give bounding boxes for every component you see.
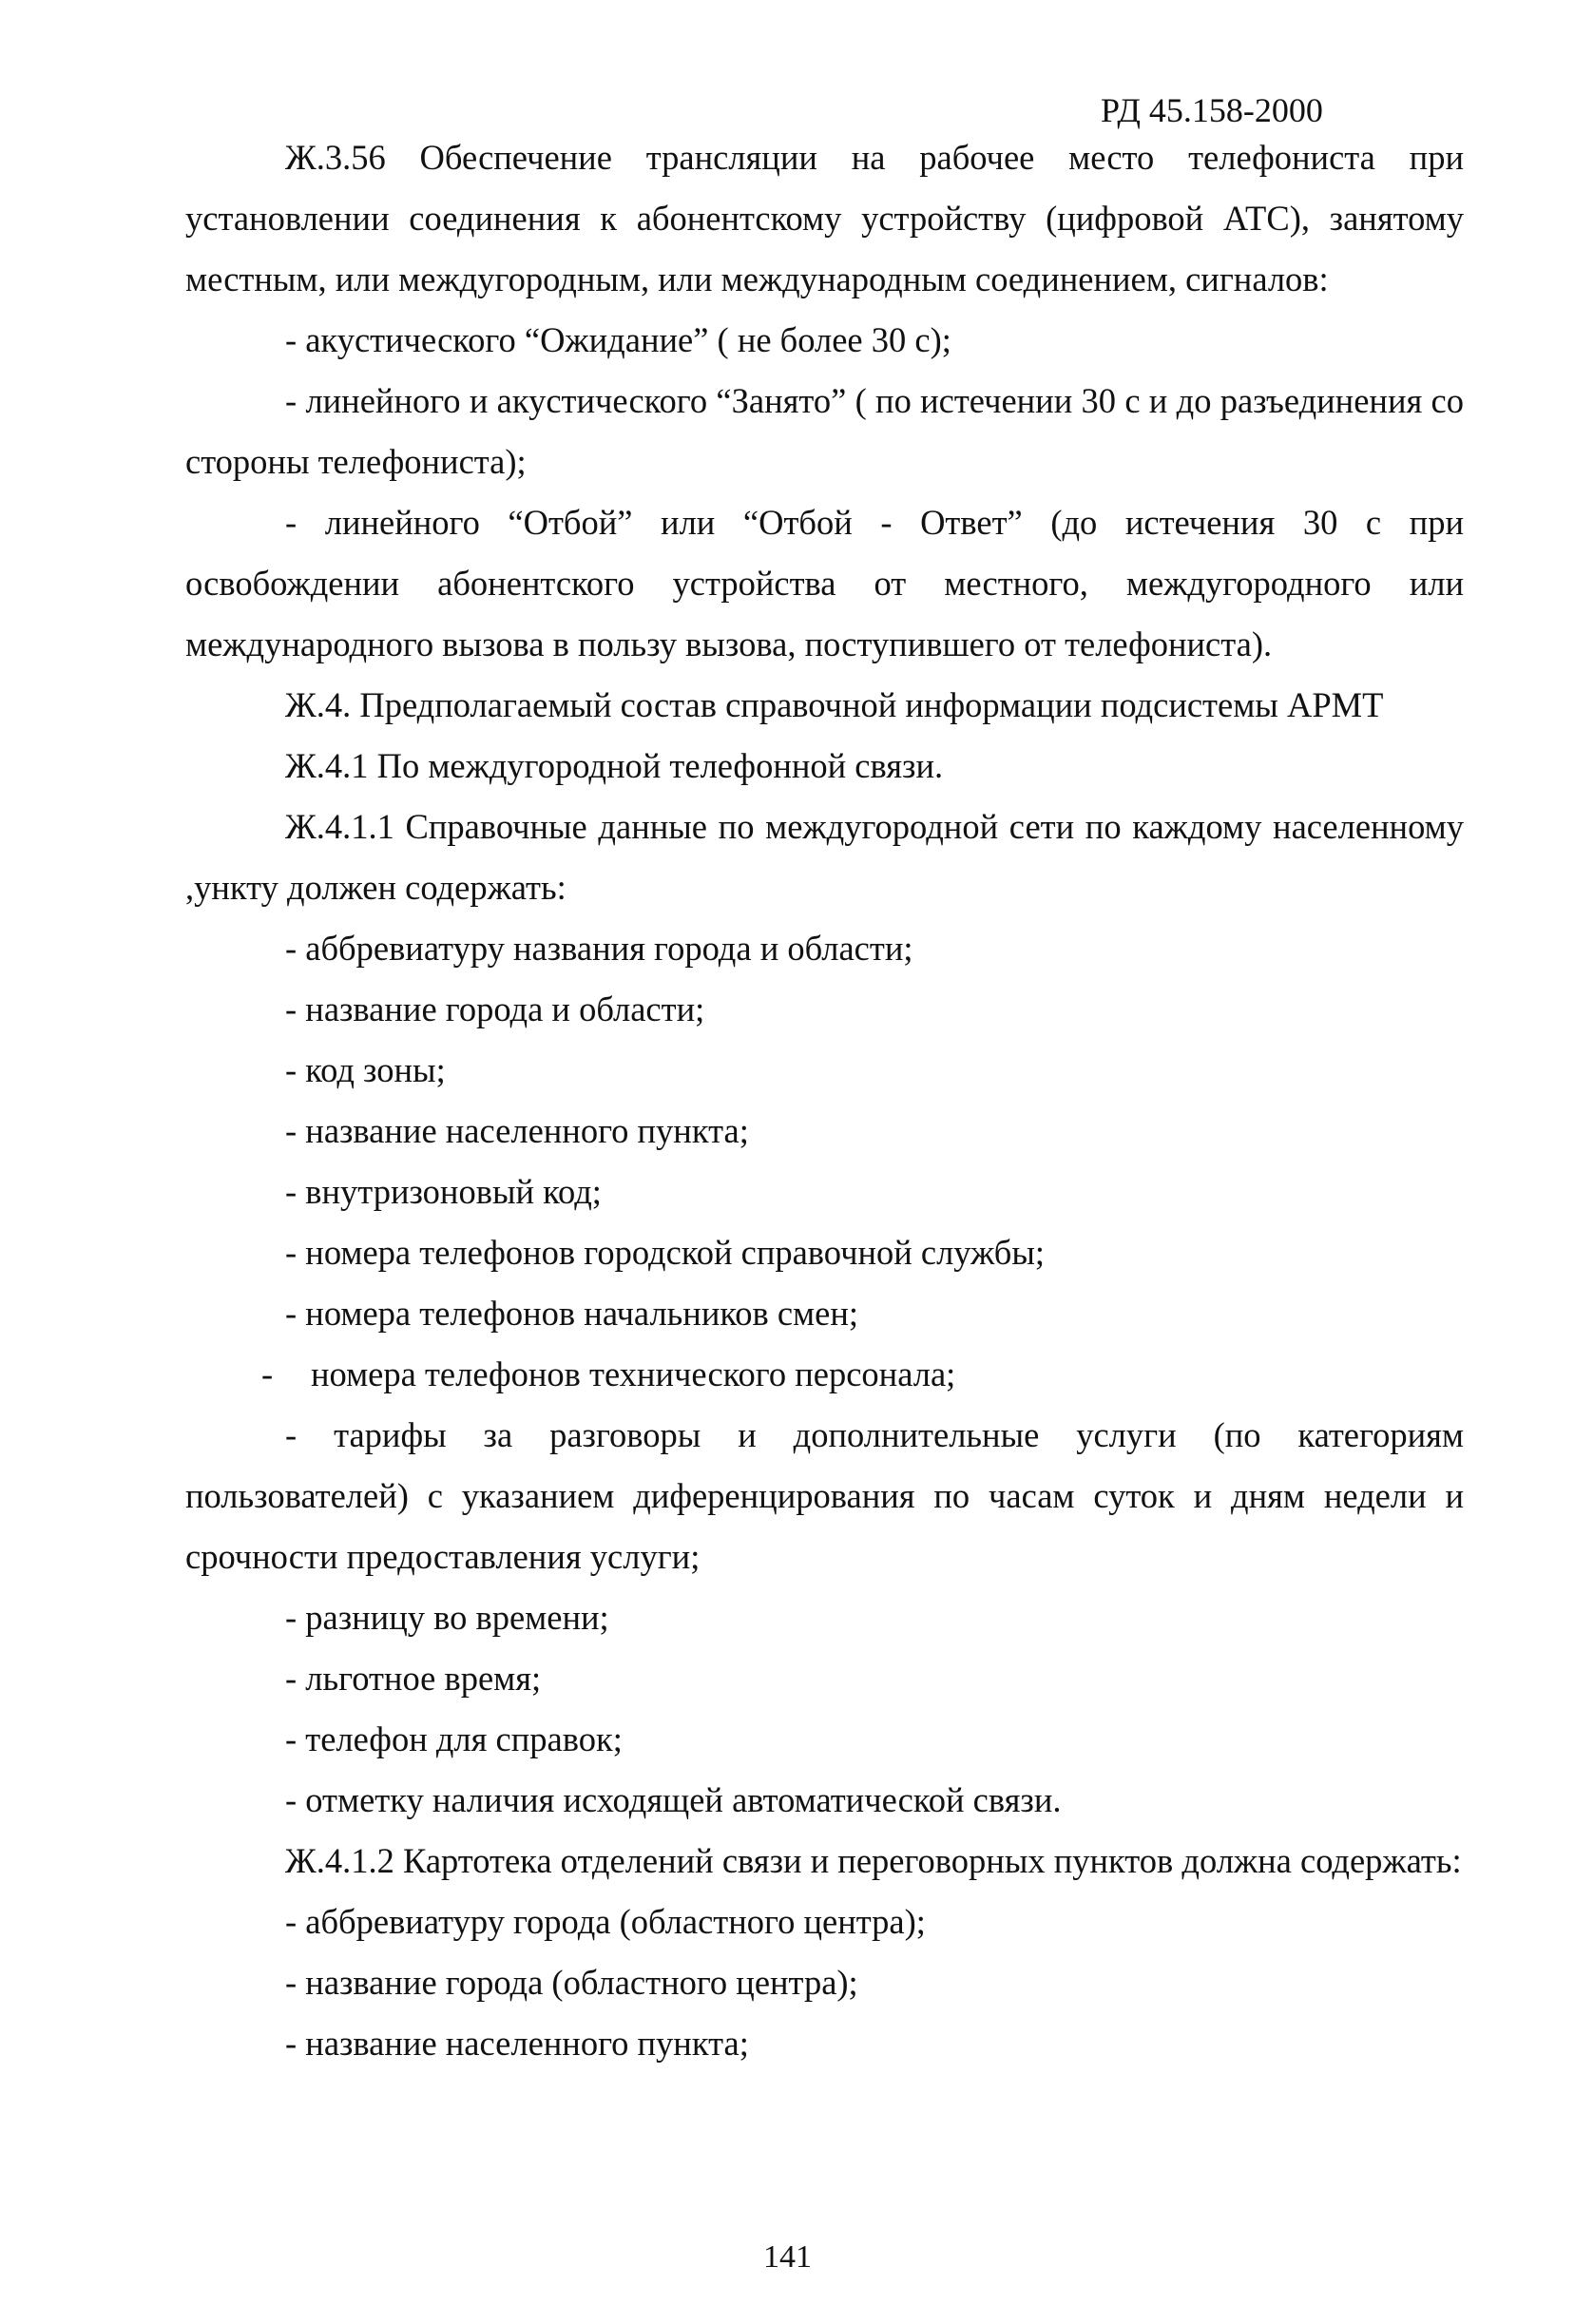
signal-item-waiting: - акустического “Ожидание” ( не более 30 с); <box>285 320 951 359</box>
list-item: - аббревиатуру названия города и области; <box>285 929 913 968</box>
list-item: - аббревиатуру города (областного центра); <box>285 1902 926 1941</box>
signal-item-busy: - линейного и акустического “Занято” ( по истечении 30 с и до разъединения со стороны телефониста); <box>185 381 1464 481</box>
list-item: - разницу во времени; <box>285 1598 609 1637</box>
section-title-zh-4: Ж.4. Предполагаемый состав справочной информации подсистемы АРМТ <box>285 685 1384 724</box>
list-item: - название населенного пункта; <box>285 2024 749 2063</box>
list-item: - номера телефонов начальников смен; <box>285 1294 859 1333</box>
list-item: - название города и области; <box>285 989 705 1028</box>
list-item: - название города (областного центра); <box>285 1963 858 2002</box>
subsection-title-zh-4-1: Ж.4.1 По междугородной телефонной связи. <box>285 746 944 785</box>
list-item: - название населенного пункта; <box>285 1111 749 1150</box>
list-item: - код зоны; <box>285 1050 446 1089</box>
list-item: - телефон для справок; <box>285 1719 623 1758</box>
page-number: 141 <box>763 2239 812 2275</box>
list-item-text: номера телефонов технического персонала; <box>311 1354 956 1393</box>
paragraph-zh-3-56: Ж.3.56 Обеспечение трансляции на рабочее место телефониста при установлении соединения к абонентскому устройству (цифровой АТС), занятому местным, или междугородным, или международным соединением, сигналов: <box>185 138 1464 298</box>
paragraph-zh-4-1-1: Ж.4.1.1 Справочные данные по междугородной сети по каждому населенному ,ункту должен содержать: <box>185 807 1464 907</box>
list-item: - отметку наличия исходящей автоматической связи. <box>285 1780 1062 1819</box>
paragraph-zh-4-1-2: Ж.4.1.2 Картотека отделений связи и переговорных пунктов должна содержать: <box>285 1841 1462 1880</box>
list-item: - внутризоновый код; <box>285 1172 602 1211</box>
list-item-tariffs: - тарифы за разговоры и дополнительные услуги (по категориям пользователей) с указанием диференцирования по часам суток и дням недели и срочности предоставления услуги; <box>185 1415 1464 1576</box>
document-code: РД 45.158-2000 <box>1101 91 1323 129</box>
signal-item-release: - линейного “Отбой” или “Отбой - Ответ” (до истечения 30 с при освобождении абонентского устройства от местного, междугородного или международного вызова в пользу вызова, поступившего от телефониста). <box>185 503 1464 663</box>
document-body <box>185 127 1464 2074</box>
list-dash: - <box>261 1354 274 1393</box>
list-item-technical-staff <box>185 1344 1464 1405</box>
list-item: - номера телефонов городской справочной службы; <box>285 1233 1046 1272</box>
list-item: - льготное время; <box>285 1659 542 1698</box>
